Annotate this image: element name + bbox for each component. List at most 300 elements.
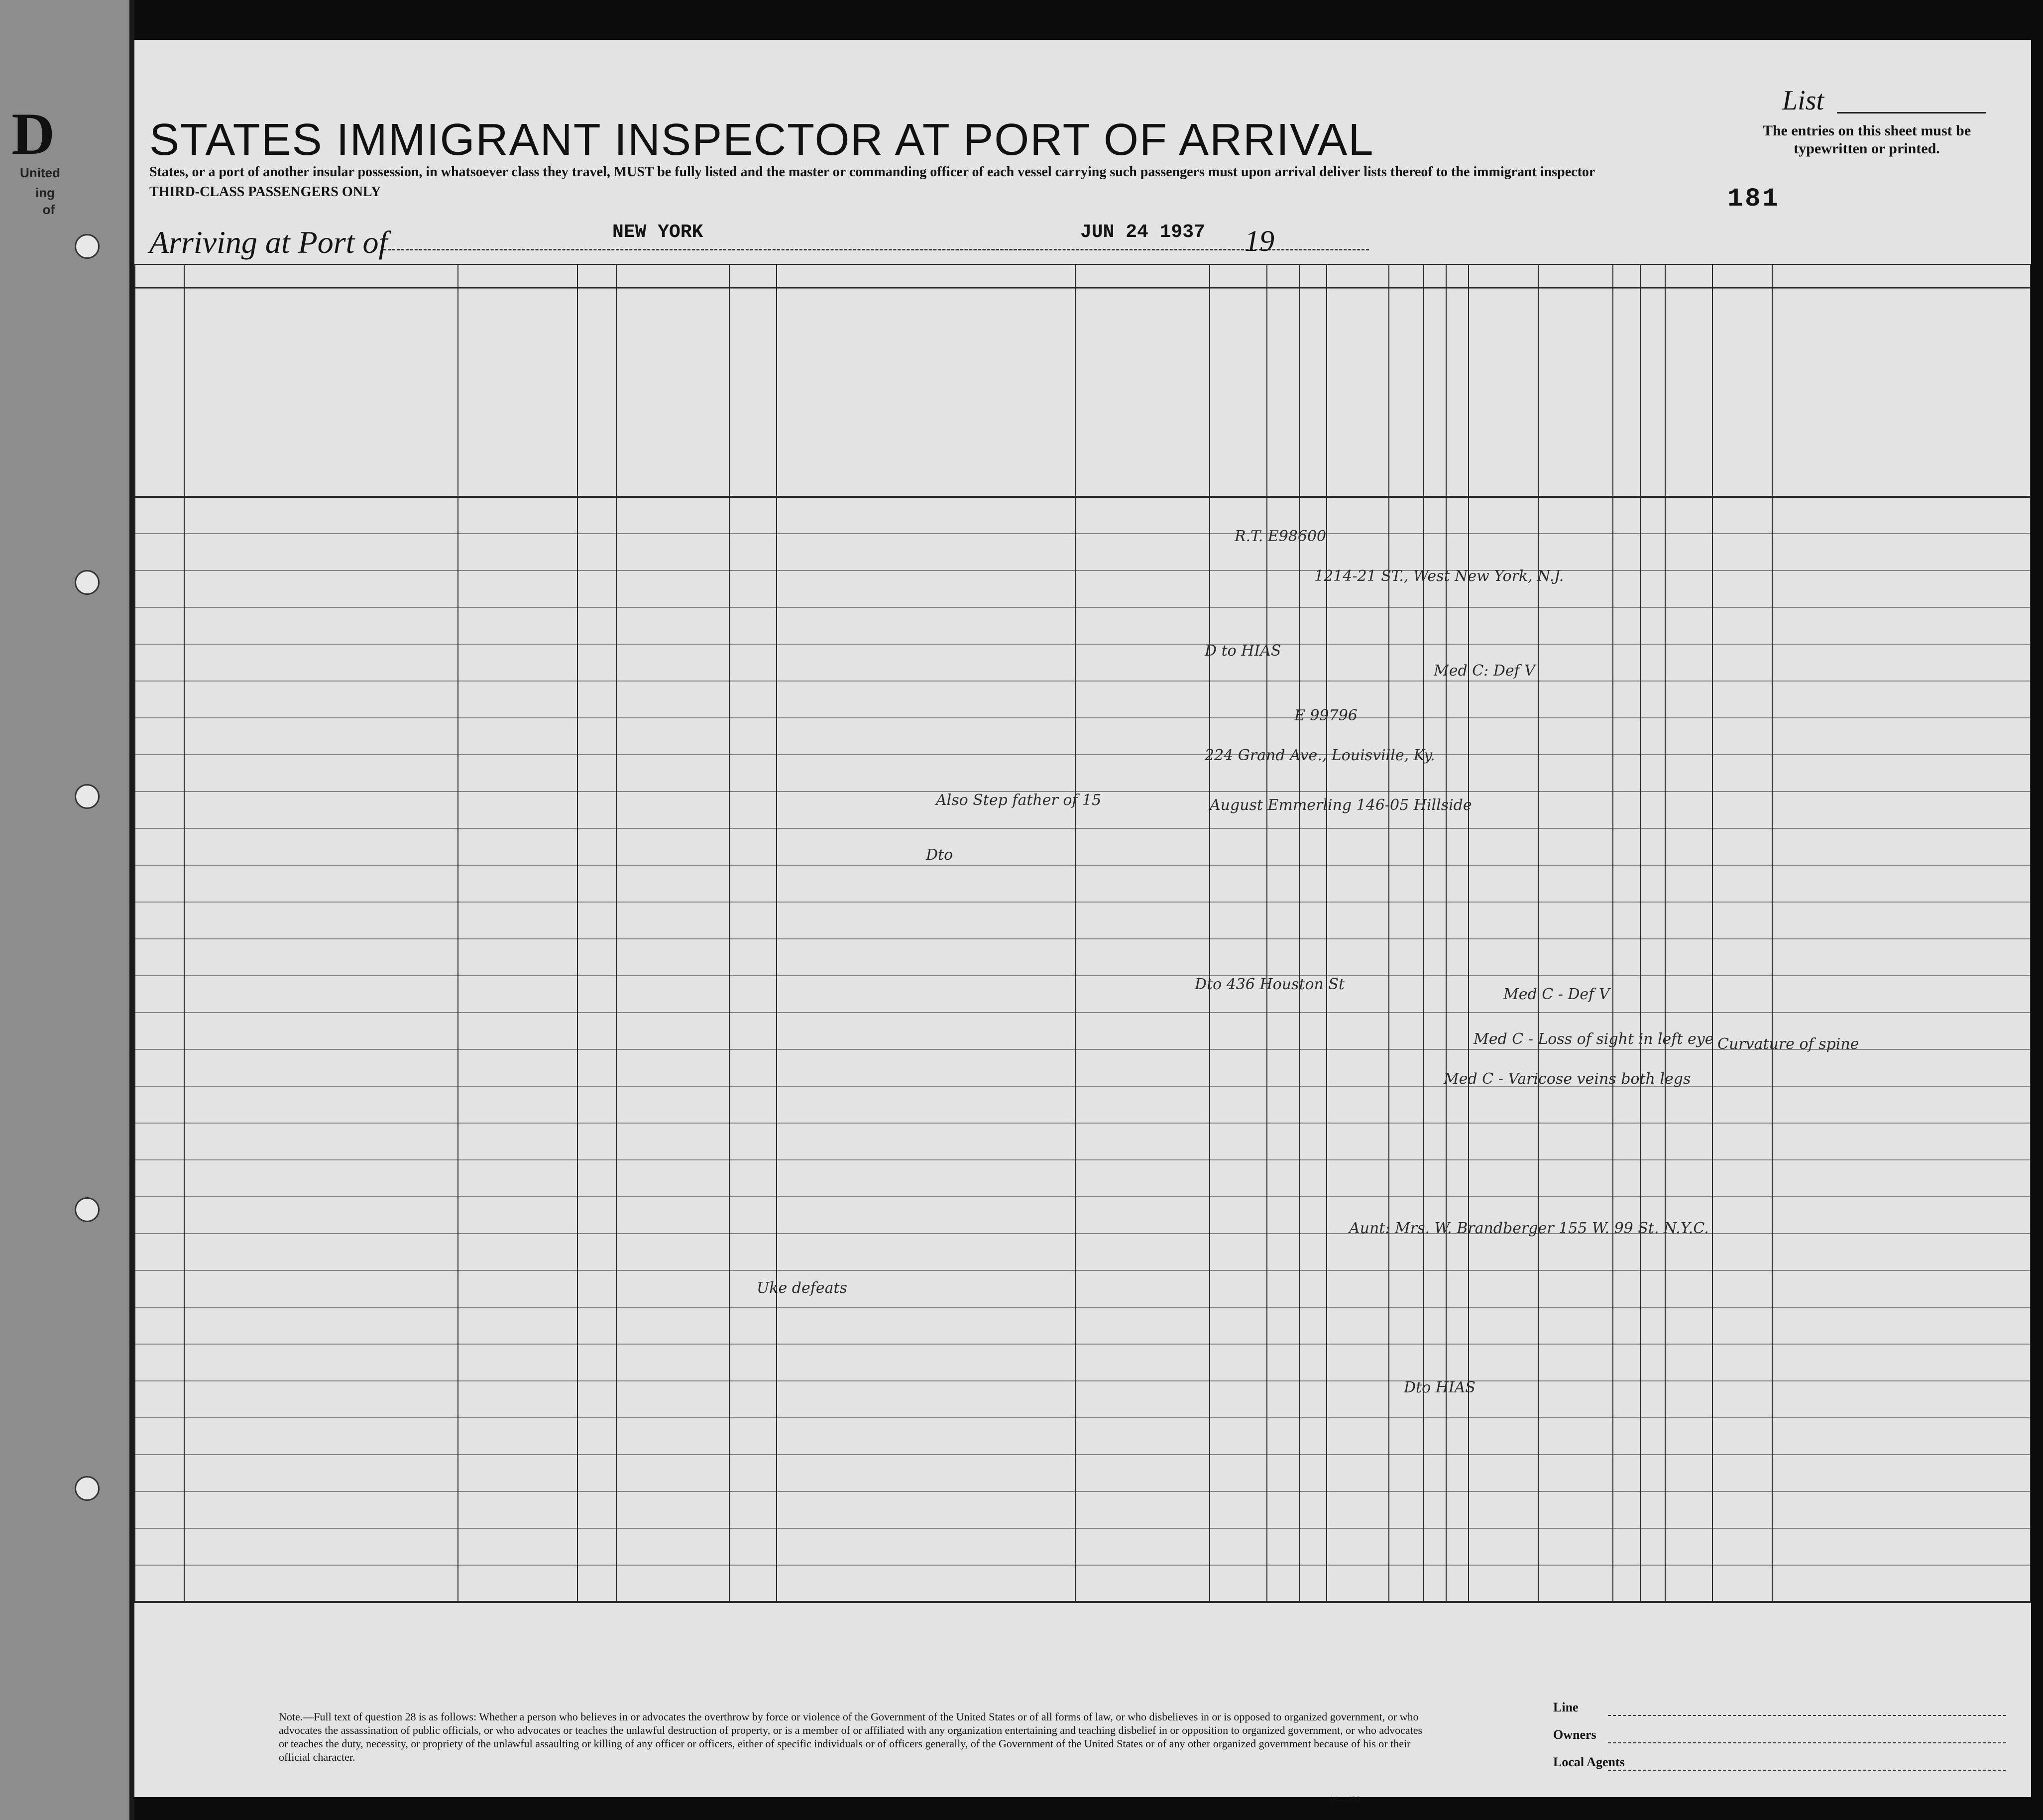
column-number	[184, 269, 458, 287]
field-q30	[1446, 766, 1469, 781]
field-q26	[1299, 655, 1327, 670]
last-departure-year	[914, 995, 974, 1010]
field-q31	[1469, 1281, 1538, 1296]
field-yr	[806, 1502, 860, 1517]
field-len	[1229, 1429, 1248, 1444]
field-q31	[1469, 1429, 1538, 1444]
row-number	[134, 581, 184, 596]
last-departure-date	[914, 1458, 974, 1473]
handwritten-annotation: Med C - Varicose veins both legs	[1444, 1070, 1691, 1088]
field-cit	[1248, 545, 1267, 560]
field-q31	[1469, 1097, 1538, 1112]
joining-line-1	[1077, 1568, 1209, 1583]
field-hr	[1772, 1134, 1832, 1149]
handwritten-annotation: D to HIAS	[1205, 642, 1281, 660]
field-len	[1229, 1245, 1248, 1259]
subheader-before-yesno	[777, 387, 806, 417]
field-hl	[1538, 876, 1613, 891]
field-q30	[1446, 1429, 1469, 1444]
joining-line-2	[1077, 810, 1209, 825]
field-mk	[1891, 1318, 2031, 1333]
field-hr	[1772, 729, 1832, 744]
relative-address-line-2	[187, 1510, 457, 1525]
left-page-edge	[0, 0, 134, 1820]
field-q26	[1299, 1466, 1327, 1480]
field-city	[532, 766, 577, 781]
field-tk	[577, 1355, 616, 1370]
field-ey	[1832, 1171, 1892, 1186]
field-mk	[1891, 1429, 2031, 1444]
field-yr	[806, 692, 860, 707]
field-mk	[1891, 839, 2031, 854]
field-ret	[1210, 729, 1229, 744]
field-cit	[1248, 1576, 1267, 1591]
field-ft	[1640, 1171, 1665, 1186]
field-yr	[806, 802, 860, 817]
field-st	[500, 581, 536, 596]
field-ret	[1210, 1134, 1229, 1149]
field-q29	[1424, 1281, 1446, 1296]
last-departure-year	[914, 1584, 974, 1599]
relative-address-line-1	[187, 758, 457, 773]
column-number	[458, 269, 577, 287]
field-ey	[1832, 802, 1892, 817]
field-m	[729, 729, 777, 744]
joining-line-2	[1077, 774, 1209, 789]
field-cit	[1248, 581, 1267, 596]
field-yn	[777, 1392, 806, 1407]
field-df	[1613, 1466, 1640, 1480]
field-ft	[1640, 876, 1665, 891]
column-header	[1448, 298, 1467, 487]
field-q29	[1424, 729, 1446, 744]
field-q26	[1299, 1134, 1327, 1149]
subheader-dest-usa	[503, 372, 577, 407]
last-departure-date	[914, 1568, 974, 1583]
relative-address-line-1	[187, 795, 457, 809]
field-m	[729, 618, 777, 633]
field-yr	[806, 1429, 860, 1444]
field-df	[1613, 913, 1640, 928]
field-mk	[1891, 1466, 2031, 1480]
field-yr	[806, 1171, 860, 1186]
field-q28	[1389, 950, 1424, 965]
arriving-label: Arriving at Port of	[149, 225, 388, 260]
field-df	[1613, 1318, 1640, 1333]
joining-line-2	[1077, 1216, 1209, 1231]
field-q26	[1299, 1539, 1327, 1554]
field-st	[500, 1355, 536, 1370]
edge-letter: D	[11, 101, 55, 167]
field-hl	[1538, 1097, 1613, 1112]
last-departure-date	[914, 1052, 974, 1067]
field-pd	[616, 581, 729, 596]
field-yn	[777, 987, 806, 1002]
field-q27	[1327, 1134, 1389, 1149]
field-m	[729, 1060, 777, 1075]
field-hl	[1538, 1466, 1613, 1480]
field-mk	[1891, 1208, 2031, 1223]
field-cit	[1248, 950, 1267, 965]
foreign-country	[458, 913, 500, 928]
field-city	[532, 1024, 577, 1038]
field-q30	[1446, 729, 1469, 744]
field-tk	[577, 1318, 616, 1333]
joining-line-1	[1077, 1458, 1209, 1473]
field-mk	[1891, 655, 2031, 670]
handwritten-annotation: Med C: Def V	[1434, 662, 1535, 680]
last-departure-date	[914, 500, 974, 515]
field-city	[532, 692, 577, 707]
last-departure-year	[914, 1105, 974, 1120]
field-q31	[1469, 1576, 1538, 1591]
field-df	[1613, 1097, 1640, 1112]
field-q31	[1469, 913, 1538, 928]
field-city	[532, 581, 577, 596]
field-in	[1665, 1171, 1712, 1186]
row-number	[134, 1392, 184, 1407]
handwritten-annotation: Uke defeats	[757, 1279, 847, 1297]
relative-address-line-1	[187, 647, 457, 662]
field-wh	[860, 655, 914, 670]
field-mk	[1891, 1576, 2031, 1591]
field-in	[1665, 692, 1712, 707]
row-number	[134, 1060, 184, 1075]
field-q29	[1424, 545, 1446, 560]
field-in	[1665, 766, 1712, 781]
field-yn	[777, 655, 806, 670]
foreign-country	[458, 1060, 500, 1075]
column-header	[1615, 298, 1638, 487]
row-number	[134, 1355, 184, 1370]
field-q30	[1446, 1576, 1469, 1591]
last-departure-year	[914, 553, 974, 568]
last-departure-year	[914, 1216, 974, 1231]
field-q30	[1446, 1466, 1469, 1480]
field-in	[1665, 618, 1712, 633]
foreign-country	[458, 729, 500, 744]
field-tk	[577, 508, 616, 523]
field-len	[1229, 692, 1248, 707]
row-number	[134, 618, 184, 633]
relative-address-line-1	[187, 1273, 457, 1288]
column-header	[1426, 298, 1444, 487]
field-yn	[777, 1060, 806, 1075]
passenger-table	[134, 264, 2031, 1658]
field-q27	[1327, 1502, 1389, 1517]
field-cx	[1712, 1060, 1772, 1075]
field-ey	[1832, 1281, 1892, 1296]
subheader-eyes	[1742, 437, 1772, 452]
field-tk	[577, 950, 616, 965]
column-number	[1075, 269, 1210, 287]
field-cit	[1248, 1171, 1267, 1186]
field-ft	[1640, 655, 1665, 670]
field-q28	[1389, 1060, 1424, 1075]
row-number	[134, 876, 184, 891]
field-q25	[1267, 766, 1299, 781]
field-wh	[860, 1245, 914, 1259]
field-city	[532, 545, 577, 560]
field-len	[1229, 1392, 1248, 1407]
field-yn	[777, 913, 806, 928]
row-number	[134, 545, 184, 560]
field-q27	[1327, 1318, 1389, 1333]
joining-line-2	[1077, 1547, 1209, 1562]
field-df	[1613, 1355, 1640, 1370]
field-q30	[1446, 987, 1469, 1002]
last-departure-date	[914, 979, 974, 994]
relative-address-line-2	[187, 1547, 457, 1562]
field-in	[1665, 1355, 1712, 1370]
field-st	[500, 1024, 536, 1038]
field-in	[1665, 1466, 1712, 1480]
field-len	[1229, 839, 1248, 854]
field-q30	[1446, 1097, 1469, 1112]
field-wh	[860, 729, 914, 744]
handwritten-annotation: E 99796	[1294, 707, 1358, 724]
field-city	[532, 1466, 577, 1480]
field-len	[1229, 1318, 1248, 1333]
field-city	[532, 1502, 577, 1517]
column-header	[1774, 303, 2029, 402]
field-q25	[1267, 508, 1299, 523]
field-tk	[577, 802, 616, 817]
field-ret	[1210, 1281, 1229, 1296]
field-q28	[1389, 1134, 1424, 1149]
field-q29	[1424, 766, 1446, 781]
field-pd	[616, 1539, 729, 1554]
field-q30	[1446, 913, 1469, 928]
last-departure-year	[914, 1363, 974, 1378]
field-ey	[1832, 1502, 1892, 1517]
field-q27	[1327, 508, 1389, 523]
field-q26	[1299, 766, 1327, 781]
field-ft	[1640, 950, 1665, 965]
joining-line-2	[1077, 1474, 1209, 1488]
column-header	[1714, 298, 1770, 487]
field-yn	[777, 1539, 806, 1554]
column-number	[1327, 269, 1389, 287]
field-hl	[1538, 655, 1613, 670]
relative-address-line-2	[187, 700, 457, 715]
field-pd	[616, 1134, 729, 1149]
field-cit	[1248, 1318, 1267, 1333]
field-q29	[1424, 618, 1446, 633]
last-departure-date	[914, 905, 974, 920]
field-ret	[1210, 1097, 1229, 1112]
column-number	[1267, 269, 1299, 287]
field-df	[1613, 545, 1640, 560]
field-m	[729, 1502, 777, 1517]
field-in	[1665, 1097, 1712, 1112]
relative-address-line-2	[187, 921, 457, 936]
field-mk	[1891, 1097, 2031, 1112]
subheader-dest-city	[538, 427, 577, 442]
foreign-country	[458, 1466, 500, 1480]
field-m	[729, 1245, 777, 1259]
field-hr	[1772, 913, 1832, 928]
field-ft	[1640, 1576, 1665, 1591]
relative-address-line-2	[187, 1584, 457, 1599]
field-q26	[1299, 545, 1327, 560]
field-ret	[1210, 618, 1229, 633]
field-yn	[777, 1502, 806, 1517]
field-q28	[1389, 1318, 1424, 1333]
field-q28	[1389, 655, 1424, 670]
field-pd	[616, 508, 729, 523]
relative-address-line-1	[187, 1163, 457, 1178]
field-cx	[1712, 802, 1772, 817]
field-df	[1613, 1281, 1640, 1296]
joining-line-1	[1077, 905, 1209, 920]
field-hl	[1538, 545, 1613, 560]
relative-address-line-2	[187, 847, 457, 862]
field-hr	[1772, 1576, 1832, 1591]
foreign-country	[458, 1502, 500, 1517]
field-in	[1665, 655, 1712, 670]
field-hl	[1538, 950, 1613, 965]
row-number	[134, 1208, 184, 1223]
joining-line-2	[1077, 700, 1209, 715]
last-departure-date	[914, 537, 974, 552]
joining-line-1	[1077, 500, 1209, 515]
field-wh	[860, 581, 914, 596]
field-q28	[1389, 766, 1424, 781]
joining-line-2	[1077, 1105, 1209, 1120]
field-ret	[1210, 1171, 1229, 1186]
field-q30	[1446, 618, 1469, 633]
field-yn	[777, 1134, 806, 1149]
field-ft	[1640, 987, 1665, 1002]
field-mk	[1891, 987, 2031, 1002]
field-yr	[806, 987, 860, 1002]
last-departure-date	[914, 1494, 974, 1509]
field-ret	[1210, 508, 1229, 523]
row-number	[134, 1318, 184, 1333]
field-m	[729, 1134, 777, 1149]
handwritten-annotation: August Emmerling 146-05 Hillside	[1210, 796, 1472, 814]
field-cx	[1712, 839, 1772, 854]
field-m	[729, 692, 777, 707]
manifest-sheet	[134, 40, 2031, 1805]
field-ey	[1832, 876, 1892, 891]
field-st	[500, 618, 536, 633]
field-pd	[616, 618, 729, 633]
field-yn	[777, 1097, 806, 1112]
field-yn	[777, 1429, 806, 1444]
field-q29	[1424, 1024, 1446, 1038]
row-number	[134, 913, 184, 928]
field-q30	[1446, 1245, 1469, 1259]
field-city	[532, 950, 577, 965]
field-city	[532, 1539, 577, 1554]
subheader-before-date	[916, 412, 971, 452]
field-in	[1665, 1576, 1712, 1591]
last-departure-date	[914, 1089, 974, 1104]
relative-address-line-2	[187, 1142, 457, 1157]
field-cit	[1248, 1134, 1267, 1149]
last-departure-year	[914, 1510, 974, 1525]
field-wh	[860, 1539, 914, 1554]
field-yn	[777, 545, 806, 560]
foreign-country	[458, 1392, 500, 1407]
field-q27	[1327, 839, 1389, 854]
field-in	[1665, 1245, 1712, 1259]
field-m	[729, 1355, 777, 1370]
field-ey	[1832, 987, 1892, 1002]
field-ret	[1210, 1466, 1229, 1480]
field-len	[1229, 618, 1248, 633]
last-departure-year	[914, 1068, 974, 1083]
field-yn	[777, 1355, 806, 1370]
field-len	[1229, 545, 1248, 560]
edge-note-1: United	[20, 165, 60, 180]
field-q26	[1299, 1171, 1327, 1186]
field-yn	[777, 1318, 806, 1333]
field-city	[532, 839, 577, 854]
local-agents-field	[1608, 1770, 2006, 1771]
field-st	[500, 1208, 536, 1223]
field-q31	[1469, 1466, 1538, 1480]
field-yr	[806, 508, 860, 523]
relative-address-line-2	[187, 958, 457, 973]
field-hl	[1538, 1281, 1613, 1296]
field-pd	[616, 839, 729, 854]
field-q27	[1327, 1429, 1389, 1444]
field-q25	[1267, 1208, 1299, 1223]
field-q28	[1389, 1539, 1424, 1554]
field-ret	[1210, 950, 1229, 965]
field-q26	[1299, 1429, 1327, 1444]
field-q27	[1327, 1060, 1389, 1075]
field-q28	[1389, 692, 1424, 707]
foreign-country	[458, 1024, 500, 1038]
field-in	[1665, 1134, 1712, 1149]
relative-address-line-1	[187, 1126, 457, 1141]
field-q27	[1327, 1024, 1389, 1038]
field-wh	[860, 987, 914, 1002]
field-ret	[1210, 1208, 1229, 1223]
field-cx	[1712, 876, 1772, 891]
field-m	[729, 1024, 777, 1038]
field-wh	[860, 1429, 914, 1444]
field-in	[1665, 1318, 1712, 1333]
field-yr	[806, 1245, 860, 1259]
field-in	[1665, 839, 1712, 854]
field-q25	[1267, 1429, 1299, 1444]
field-q29	[1424, 1355, 1446, 1370]
field-len	[1229, 729, 1248, 744]
handwritten-annotation: Med C - Loss of sight in left eye	[1474, 1030, 1714, 1048]
field-q29	[1424, 1576, 1446, 1591]
field-ft	[1640, 1318, 1665, 1333]
relative-address-line-2	[187, 1363, 457, 1378]
field-q25	[1267, 1539, 1299, 1554]
field-mk	[1891, 1024, 2031, 1038]
edge-note-2: ing of	[35, 185, 55, 217]
field-q25	[1267, 839, 1299, 854]
field-cx	[1712, 1355, 1772, 1370]
field-wh	[860, 508, 914, 523]
row-number	[134, 1024, 184, 1038]
field-hl	[1538, 1245, 1613, 1259]
field-cx	[1712, 1539, 1772, 1554]
field-q26	[1299, 508, 1327, 523]
relative-address-line-1	[187, 1310, 457, 1325]
column-number	[1538, 269, 1613, 287]
field-q29	[1424, 1429, 1446, 1444]
